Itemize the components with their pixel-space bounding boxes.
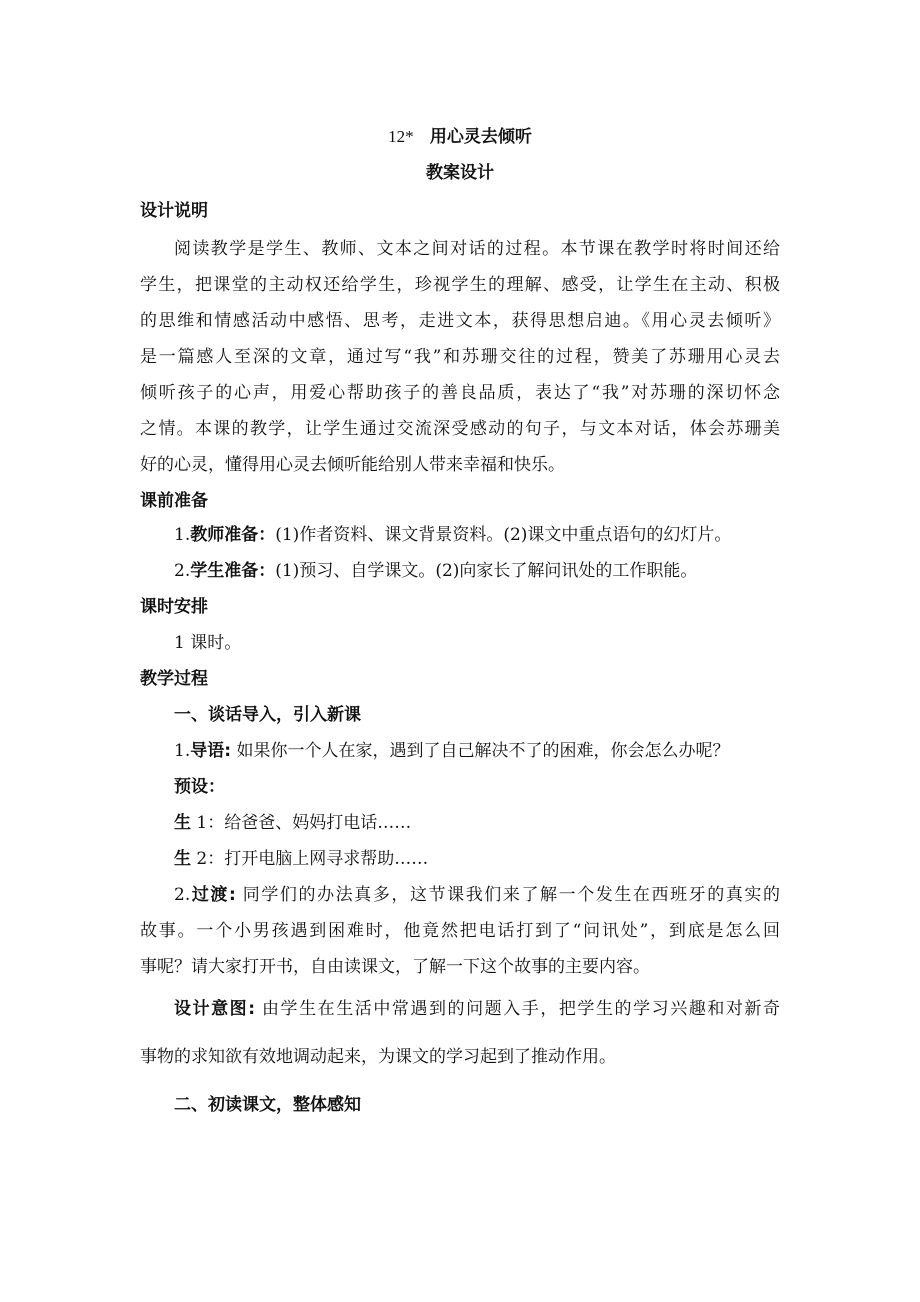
paragraph-line: 事呢？请大家打开书，自由读课文，了解一下这个故事的主要内容。 (140, 957, 650, 977)
student-answer (174, 848, 780, 870)
heading-process: 教学过程 (140, 669, 208, 689)
item-text: (1)预习、自学课文。(2)向家长了解问讯处的工作职能。 (275, 561, 698, 581)
paragraph-line: 倾听孩子的心声，用爱心帮助孩子的善良品质，表达了“我”对苏珊的深切怀念 (140, 383, 780, 403)
step-text: 同学们的办法真多，这节课我们来了解一个发生在西班牙的真实的 (235, 885, 780, 905)
heading-design-note: 设计说明 (140, 201, 208, 221)
lesson-number: 12* (388, 127, 414, 146)
heading-preparation: 课前准备 (140, 491, 208, 511)
heading-schedule: 课时安排 (140, 597, 208, 617)
answer-text: 2：打开电脑上网寻求帮助…… (191, 849, 429, 869)
answer-label: 生 (174, 849, 191, 869)
item-label: 学生准备： (190, 561, 276, 581)
step-label: 过渡: (190, 885, 236, 905)
student-answer (174, 812, 780, 834)
step-number: 1. (174, 741, 191, 761)
preparation-item-teacher (174, 524, 780, 546)
item-number: 2. (174, 561, 191, 581)
step-number: 2. (174, 885, 191, 905)
paragraph-line: 之情。本课的教学，让学生通过交流深受感动的句子，与文本对话，体会苏珊美 (140, 419, 780, 439)
lesson-title (0, 126, 920, 148)
preparation-item-student (174, 560, 780, 582)
section-title: 二、初读课文，整体感知 (174, 1095, 361, 1115)
answer-text: 1：给爸爸、妈妈打电话…… (191, 813, 412, 833)
lesson-title-text: 用心灵去倾听 (429, 127, 532, 147)
item-label: 教师准备： (190, 525, 276, 545)
step-intro (174, 740, 780, 762)
intent-label: 设计意图: (174, 999, 256, 1019)
step-label: 导语: (190, 741, 232, 761)
item-number: 1. (174, 525, 191, 545)
paragraph-line: 事物的求知欲有效地调动起来，为课文的学习起到了推动作用。 (140, 1047, 616, 1067)
answer-label: 生 (174, 813, 191, 833)
paragraph-line: 阅读教学是学生、教师、文本之间对话的过程。本节课在教学时将时间还给 (174, 239, 780, 259)
design-intent (174, 998, 780, 1020)
section-title: 一、谈话导入，引入新课 (174, 705, 361, 725)
intent-text: 由学生在生活中常遇到的问题入手，把学生的学习兴趣和对新奇 (255, 999, 780, 1019)
step-text: 如果你一个人在家，遇到了自己解决不了的困难，你会怎么办呢？ (231, 741, 730, 761)
schedule-text: 1 课时。 (174, 633, 242, 653)
paragraph-line: 好的心灵，懂得用心灵去倾听能给别人带来幸福和快乐。 (140, 455, 565, 475)
document-subtitle: 教案设计 (426, 163, 494, 183)
paragraph-line: 故事。一个小男孩遇到困难时，他竟然把电话打到了“问讯处”，到底是怎么回 (140, 921, 780, 941)
paragraph-line: 学生，把课堂的主动权还给学生，珍视学生的理解、感受，让学生在主动、积极 (140, 275, 780, 295)
step-transition (174, 884, 780, 906)
paragraph-line: 的思维和情感活动中感悟、思考，走进文本，获得思想启迪。《用心灵去倾听》 (140, 311, 780, 331)
preset-label: 预设： (174, 777, 225, 797)
item-text: (1)作者资料、课文背景资料。(2)课文中重点语句的幻灯片。 (275, 525, 732, 545)
paragraph-line: 是一篇感人至深的文章，通过写“我”和苏珊交往的过程，赞美了苏珊用心灵去 (140, 347, 780, 367)
